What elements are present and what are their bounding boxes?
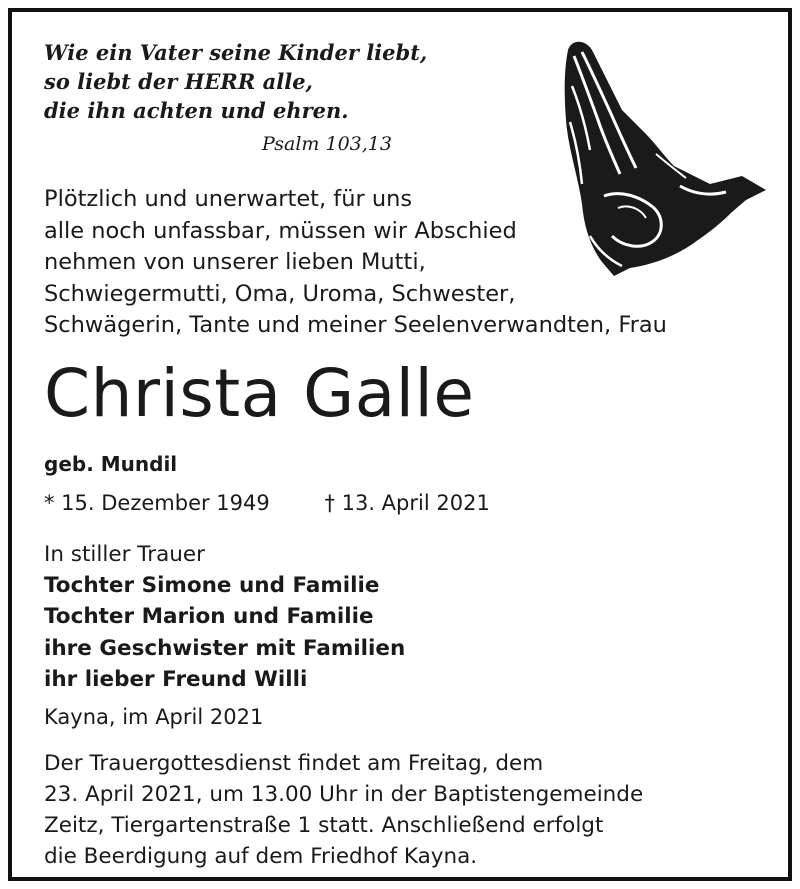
obituary-notice — [8, 8, 792, 881]
service-line: Zeitz, Tiergartenstraße 1 statt. Anschließend erfolgt — [44, 813, 604, 838]
service-line: Der Trauergottesdienst findet am Freitag, dem — [44, 751, 544, 776]
mourning-heading: In stiller Trauer — [44, 542, 205, 567]
verse-line: die ihn achten und ehren. — [44, 98, 349, 123]
intro-line: alle noch unfassbar, müssen wir Abschied — [44, 217, 517, 244]
mourners-list — [44, 539, 405, 695]
intro-text — [44, 184, 667, 342]
service-line: die Beerdigung auf dem Friedhof Kayna. — [44, 844, 478, 869]
intro-line: Schwiegermutti, Oma, Uroma, Schwester, — [44, 280, 516, 307]
bible-verse — [44, 38, 427, 125]
verse-line: Wie ein Vater seine Kinder liebt, — [44, 40, 428, 65]
intro-line: Schwägerin, Tante und meiner Seelenverwandten, Frau — [44, 312, 667, 338]
verse-reference: Psalm 103,13 — [262, 133, 392, 155]
mourner-entry: ihr lieber Freund Willi — [44, 666, 308, 692]
intro-line: Plötzlich und unerwartet, für uns — [44, 186, 413, 212]
service-line: 23. April 2021, um 13.00 Uhr in der Baptistengemeinde — [44, 782, 644, 807]
verse-line: so liebt der HERR alle, — [44, 69, 313, 94]
place-and-date: Kayna, im April 2021 — [44, 705, 264, 729]
intro-line: nehmen von unserer lieben Mutti, — [44, 249, 426, 275]
maiden-name: geb. Mundil — [44, 452, 178, 476]
deceased-name: Christa Galle — [44, 355, 475, 432]
mourner-entry: Tochter Simone und Familie — [44, 573, 380, 599]
mourner-entry: Tochter Marion und Familie — [44, 604, 374, 630]
funeral-service-info — [44, 748, 643, 872]
death-date: † 13. April 2021 — [324, 491, 490, 515]
life-dates — [44, 491, 490, 515]
mourner-entry: ihre Geschwister mit Familien — [44, 635, 406, 661]
birth-date: * 15. Dezember 1949 — [44, 491, 270, 515]
